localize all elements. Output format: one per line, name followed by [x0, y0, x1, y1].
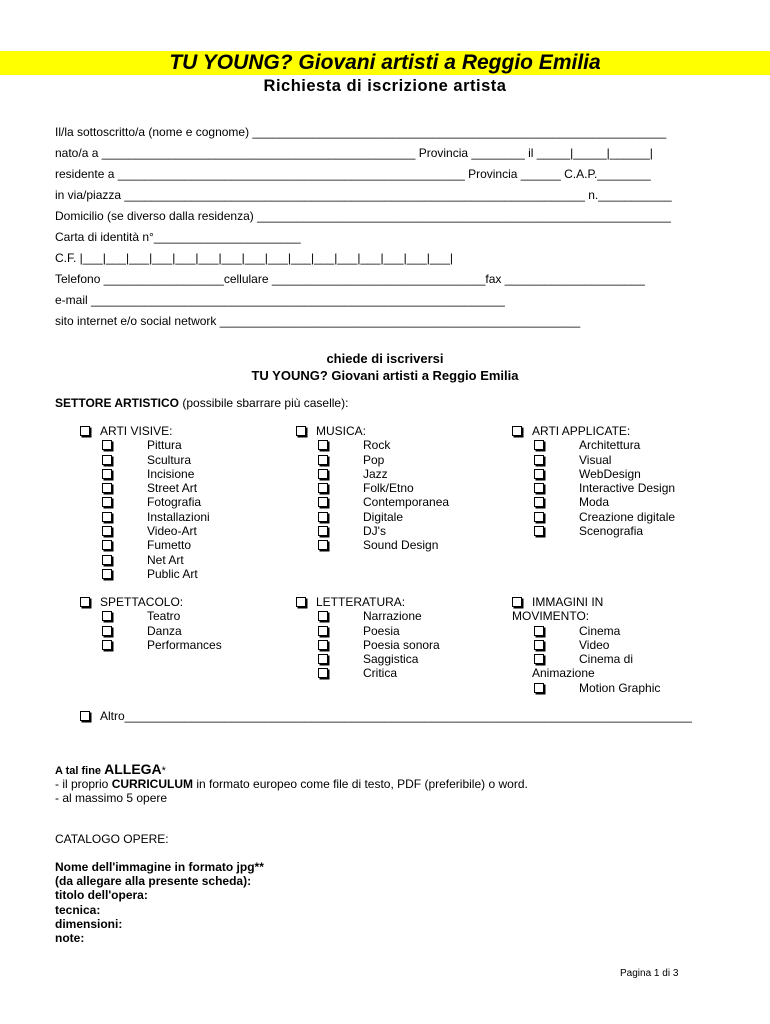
- option-label: Contemporanea: [363, 495, 450, 510]
- checkbox-icon[interactable]: [318, 668, 328, 678]
- checkbox-icon[interactable]: [318, 654, 328, 664]
- option-label: Installazioni: [147, 509, 210, 524]
- option-label: Video-Art: [147, 524, 197, 539]
- catalogo-field: titolo dell'opera:: [55, 888, 148, 902]
- altro-row: [80, 709, 692, 723]
- checkbox-icon[interactable]: [318, 497, 328, 507]
- checkbox-icon[interactable]: [80, 597, 90, 607]
- option-label: Moda: [579, 495, 610, 510]
- allega-line-1: [55, 777, 528, 791]
- option-label: DJ's: [363, 524, 386, 539]
- checkbox-icon[interactable]: [512, 426, 522, 436]
- checkbox-icon[interactable]: [534, 683, 544, 693]
- group-spettacolo: [80, 595, 222, 652]
- option-label: Architettura: [579, 438, 641, 453]
- request-line-1: chiede di iscriversi: [326, 351, 444, 366]
- checkbox-icon[interactable]: [80, 711, 90, 721]
- option-label: Jazz: [363, 466, 388, 481]
- sector-label: [55, 396, 348, 410]
- group-title: MUSICA:: [316, 424, 367, 438]
- option-label: Video: [579, 637, 610, 652]
- option-label: Performances: [147, 637, 222, 652]
- option-label: Rock: [363, 438, 391, 453]
- option-label: Digitale: [363, 509, 404, 524]
- allega-line-2: - al massimo 5 opere: [55, 791, 168, 805]
- option-label: Danza: [147, 623, 182, 638]
- checkbox-icon[interactable]: [318, 440, 328, 450]
- field-email[interactable]: e-mail ______________________________________________________________: [55, 293, 505, 307]
- group-title: ARTI VISIVE:: [100, 424, 173, 438]
- checkbox-icon[interactable]: [512, 597, 522, 607]
- group-immagini-movimento: [512, 595, 661, 695]
- option-label-cont: Animazione: [532, 666, 595, 681]
- checkbox-icon[interactable]: [296, 597, 306, 607]
- checkbox-icon[interactable]: [534, 640, 544, 650]
- checkbox-icon[interactable]: [102, 469, 112, 479]
- checkbox-icon[interactable]: [318, 455, 328, 465]
- catalogo-field: (da allegare alla presente scheda):: [55, 874, 252, 888]
- checkbox-icon[interactable]: [534, 483, 544, 493]
- checkbox-icon[interactable]: [80, 426, 90, 436]
- option-label: Pop: [363, 452, 385, 467]
- checkbox-icon[interactable]: [534, 497, 544, 507]
- group-musica: [296, 424, 450, 553]
- option-label: Creazione digitale: [579, 509, 676, 524]
- option-label: Cinema di: [579, 652, 634, 667]
- checkbox-icon[interactable]: [102, 569, 112, 579]
- field-nascita[interactable]: nato/a a _______________________________________________ Provincia ________ il _____|_____|______|: [55, 146, 653, 160]
- option-label: Sound Design: [363, 538, 439, 553]
- group-arti-applicate: [512, 424, 676, 539]
- checkbox-icon[interactable]: [102, 440, 112, 450]
- checkbox-icon[interactable]: [534, 469, 544, 479]
- checkbox-icon[interactable]: [318, 611, 328, 621]
- checkbox-icon[interactable]: [534, 455, 544, 465]
- option-label: Teatro: [147, 609, 181, 624]
- option-label: Public Art: [147, 566, 198, 581]
- page-number: Pagina 1 di 3: [620, 968, 679, 979]
- allega-word: ALLEGA: [104, 761, 162, 777]
- option-label: Fumetto: [147, 538, 192, 553]
- field-codice-fiscale[interactable]: C.F. |___|___|___|___|___|___|___|___|___|___|___|___|___|___|___|___|: [55, 251, 454, 265]
- group-title: IMMAGINI IN: [532, 595, 604, 609]
- allega-line-1-bold: CURRICULUM: [111, 777, 194, 791]
- option-label: Net Art: [147, 552, 184, 567]
- catalogo-title: CATALOGO OPERE:: [55, 832, 169, 846]
- checkbox-icon[interactable]: [102, 611, 112, 621]
- catalogo-field: note:: [55, 931, 85, 945]
- checkbox-icon[interactable]: [534, 654, 544, 664]
- checkbox-icon[interactable]: [318, 526, 328, 536]
- checkbox-icon[interactable]: [534, 512, 544, 522]
- option-label: Saggistica: [363, 652, 419, 667]
- checkbox-icon[interactable]: [534, 526, 544, 536]
- page-subtitle: Richiesta di iscrizione artista: [263, 77, 507, 95]
- group-title: LETTERATURA:: [316, 595, 406, 609]
- field-domicilio[interactable]: Domicilio (se diverso dalla residenza) ______________________________________________________________: [55, 209, 671, 223]
- option-label: Street Art: [147, 481, 198, 496]
- checkbox-icon[interactable]: [102, 540, 112, 550]
- option-label: Pittura: [147, 438, 182, 453]
- checkbox-icon[interactable]: [534, 626, 544, 636]
- checkbox-icon[interactable]: [534, 440, 544, 450]
- catalogo-field: dimensioni:: [55, 917, 123, 931]
- option-label: Poesia sonora: [363, 637, 440, 652]
- checkbox-icon[interactable]: [296, 426, 306, 436]
- option-label: Cinema: [579, 623, 621, 638]
- allega-line-1-pre: - il proprio: [55, 777, 112, 791]
- option-label: Motion Graphic: [579, 680, 661, 695]
- group-letteratura: [296, 595, 440, 681]
- field-telefono[interactable]: Telefono __________________cellulare ________________________________fax _____________________: [55, 272, 645, 286]
- option-label: Narrazione: [363, 609, 422, 624]
- option-label: Fotografia: [147, 495, 202, 510]
- checkbox-icon[interactable]: [318, 640, 328, 650]
- field-carta-identita[interactable]: Carta di identità n°______________________: [55, 230, 301, 244]
- checkbox-icon[interactable]: [102, 512, 112, 522]
- sector-label-bold: SETTORE ARTISTICO: [55, 396, 180, 410]
- checkbox-icon[interactable]: [318, 540, 328, 550]
- checkbox-icon[interactable]: [102, 640, 112, 650]
- option-label: Scultura: [147, 452, 192, 467]
- page-title: TU YOUNG? Giovani artisti a Reggio Emilia: [169, 51, 601, 74]
- checkbox-icon[interactable]: [102, 483, 112, 493]
- allega-star: *: [161, 765, 166, 777]
- checkbox-icon[interactable]: [102, 526, 112, 536]
- allega-line-1-post: in formato europeo come file di testo, PDF (preferibile) o word.: [193, 777, 528, 791]
- catalogo-field: tecnica:: [55, 903, 101, 917]
- checkbox-icon[interactable]: [102, 555, 112, 565]
- group-title-cont: MOVIMENTO:: [512, 609, 590, 624]
- checkbox-icon[interactable]: [102, 626, 112, 636]
- checkbox-icon[interactable]: [318, 626, 328, 636]
- group-arti-visive: [80, 424, 210, 581]
- option-label: Scenografia: [579, 524, 644, 539]
- option-label: Critica: [363, 666, 398, 681]
- checkbox-icon[interactable]: [102, 455, 112, 465]
- field-nome-cognome[interactable]: Il/la sottoscritto/a (nome e cognome) ______________________________________________________________: [55, 125, 667, 139]
- field-residenza[interactable]: residente a ____________________________________________________ Provincia ______ C.A.P.________: [55, 167, 651, 181]
- checkbox-icon[interactable]: [102, 497, 112, 507]
- field-sito-internet[interactable]: sito internet e/o social network ______________________________________________________: [55, 314, 581, 328]
- option-label: Visual: [579, 452, 612, 467]
- option-label: Interactive Design: [579, 481, 676, 496]
- option-label: Folk/Etno: [363, 481, 414, 496]
- option-label: Incisione: [147, 466, 195, 481]
- option-label: WebDesign: [579, 466, 641, 481]
- allega-prefix: A tal fine: [55, 765, 105, 777]
- field-via[interactable]: in via/piazza _____________________________________________________________________ n.___________: [55, 188, 672, 202]
- checkbox-icon[interactable]: [318, 483, 328, 493]
- request-line-2: TU YOUNG? Giovani artisti a Reggio Emilia: [251, 368, 519, 383]
- catalogo-field: Nome dell'immagine in formato jpg**: [55, 860, 264, 874]
- altro-field[interactable]: Altro_____________________________________________________________________________________: [100, 709, 692, 723]
- checkbox-icon[interactable]: [318, 469, 328, 479]
- option-label: Poesia: [363, 623, 400, 638]
- allega-heading: [55, 761, 166, 777]
- group-title: SPETTACOLO:: [100, 595, 184, 609]
- checkbox-icon[interactable]: [318, 512, 328, 522]
- group-title: ARTI APPLICATE:: [532, 424, 631, 438]
- sector-label-rest: (possibile sbarrare più caselle):: [179, 396, 349, 410]
